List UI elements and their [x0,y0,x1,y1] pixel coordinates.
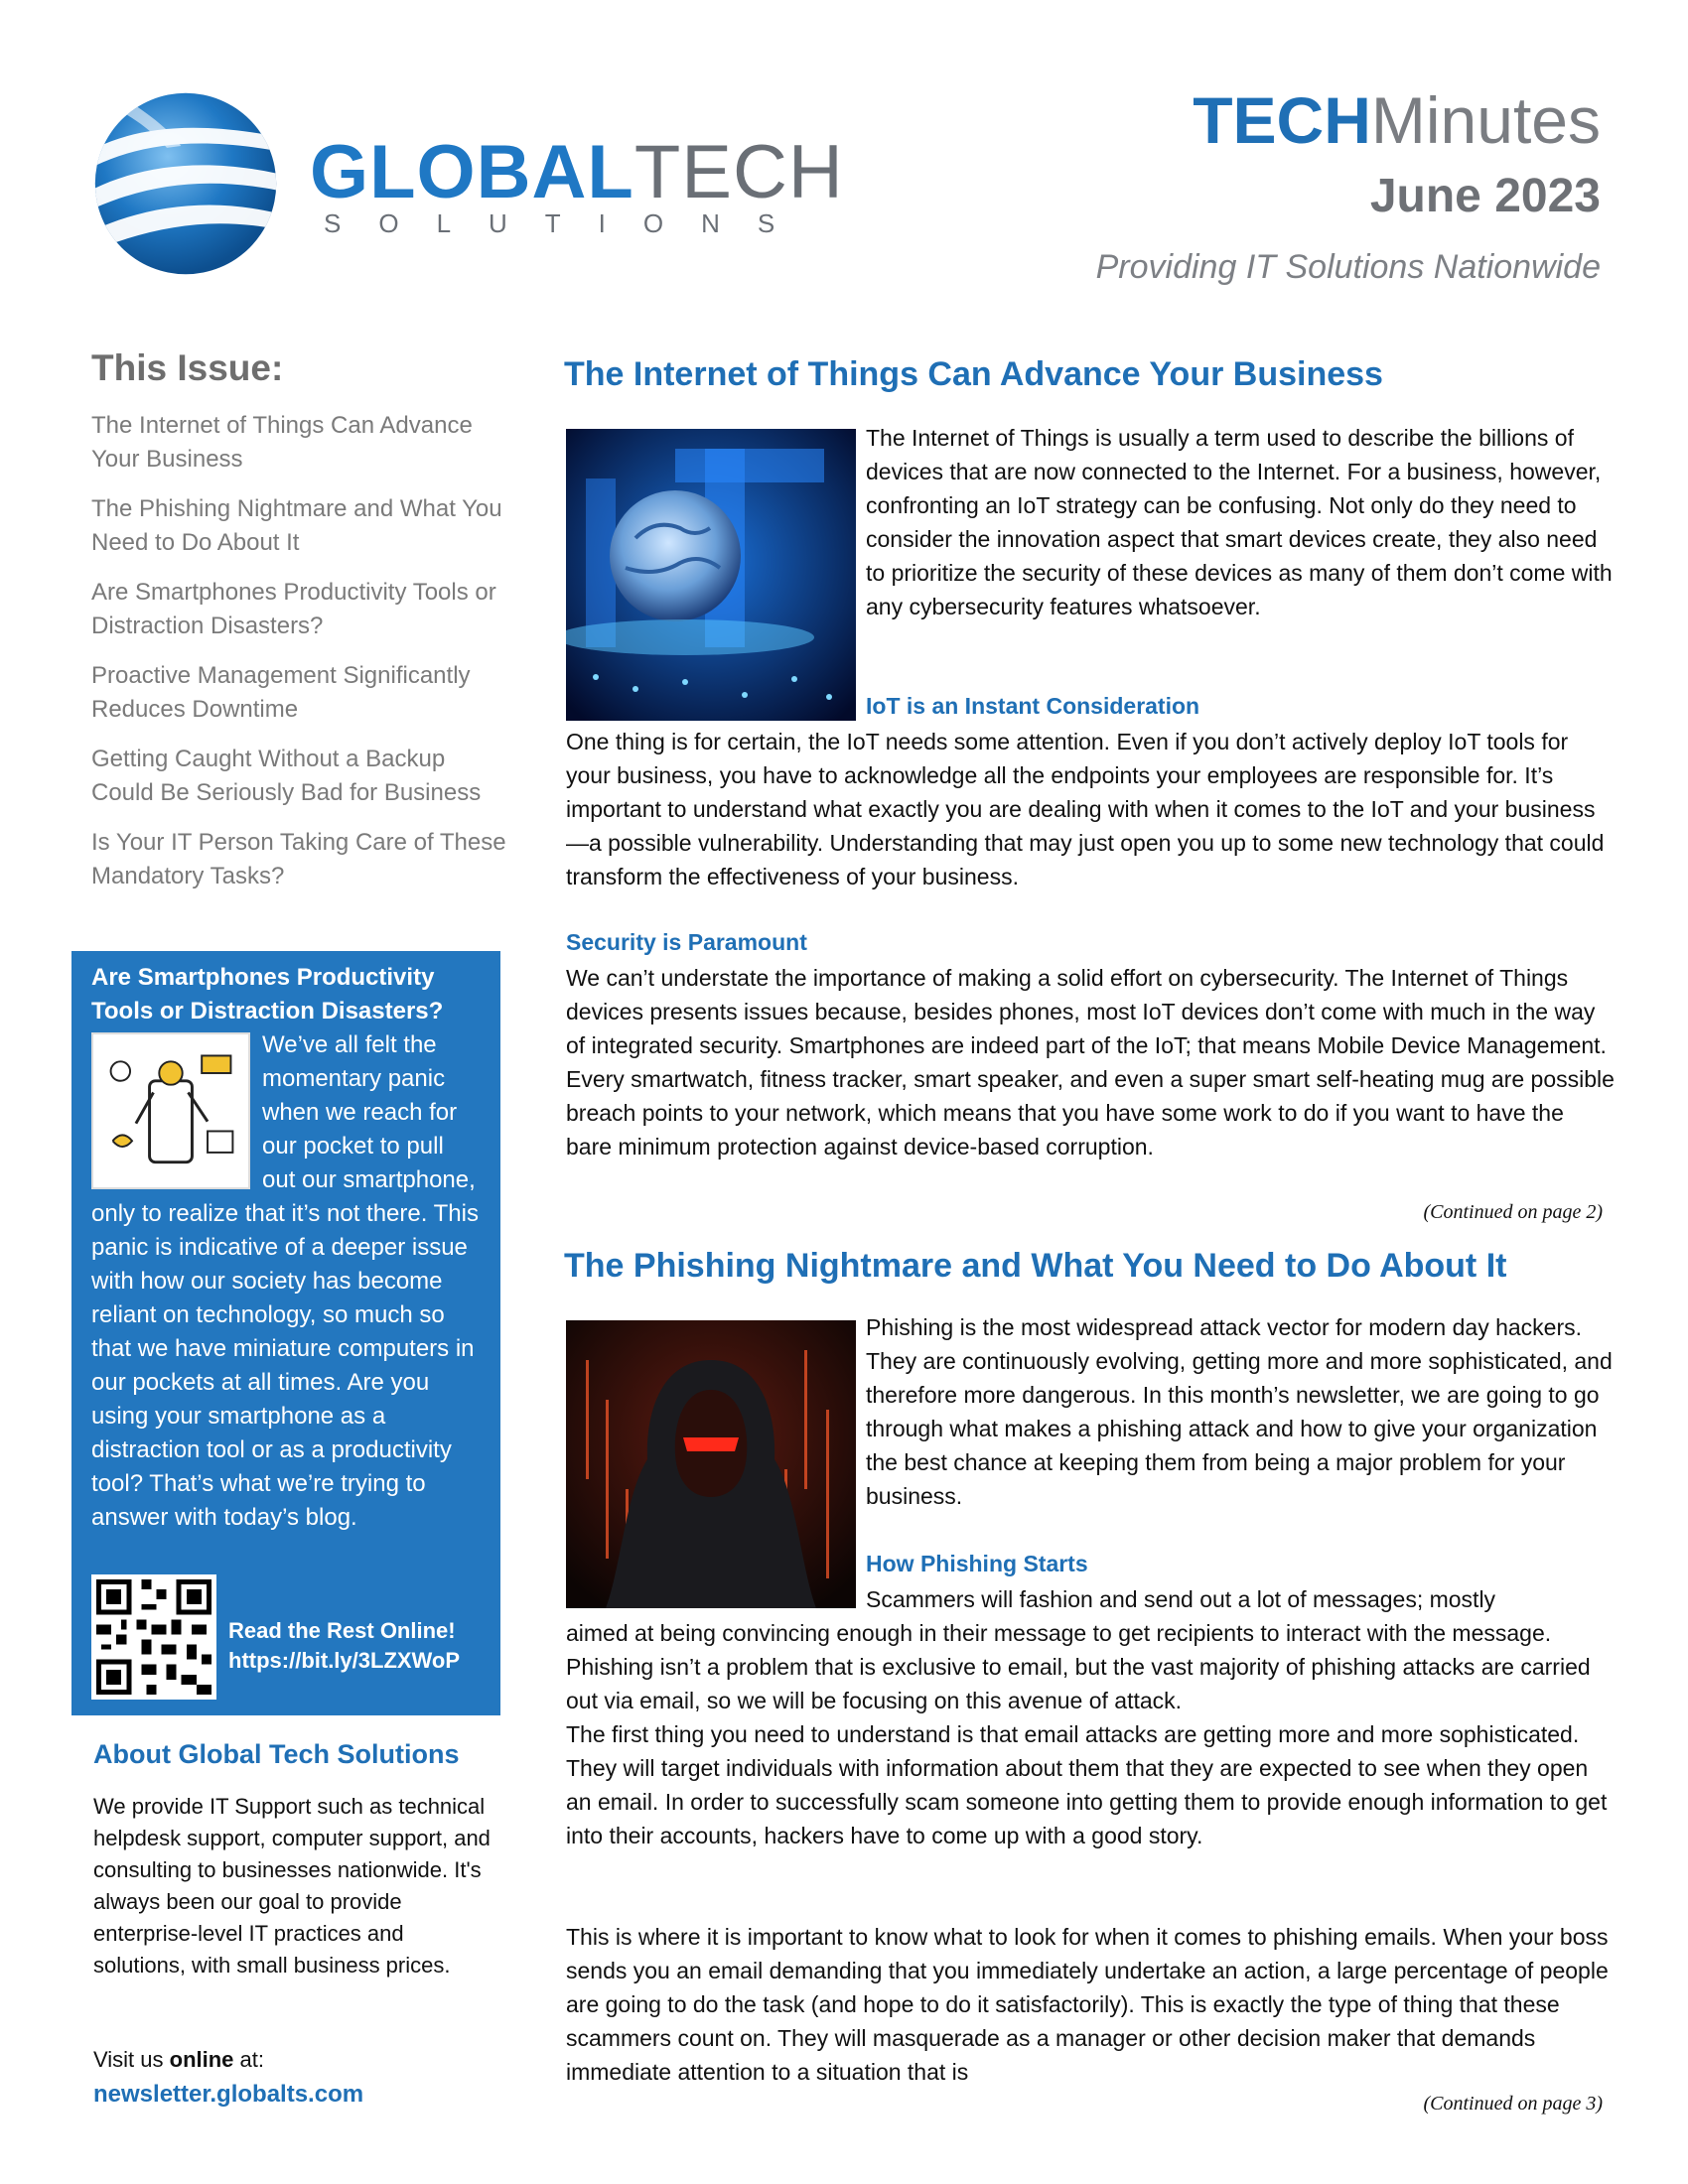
toc-item[interactable]: The Internet of Things Can Advance Your Business [91,412,473,473]
tagline: Providing IT Solutions Nationwide [1095,248,1601,286]
iot-globe-image-icon [566,429,856,721]
masthead-tech: TECH [1193,83,1371,157]
logo-word-tech: TECH [633,130,844,214]
toc-heading: This Issue: [91,347,284,388]
article-paragraph: We can’t understate the importance of making a solid effort on cybersecurity. The Internet of Things devices presents issues because, besides phones, most IoT devices don’t come with much in the way of integrated security. Smartphones are indeed part of the IoT; that means Mobile Device Management. Every smartwatch, fitness tracker, smart speaker, and even a super smart self-heating mug are possible breach points to your network, which means that you have some work to do if you want to have the bare minimum protection against device-based corruption. [566,965,1615,1160]
cta-label: Read the Rest Online! [228,1618,456,1643]
visit-prefix: Visit us [93,2047,170,2072]
visit-online: online [169,2047,234,2072]
hooded-hacker-image-icon [566,1320,856,1608]
toc-item[interactable]: Proactive Management Significantly Reduces Downtime [91,662,471,723]
toc-item[interactable]: Are Smartphones Productivity Tools or Distraction Disasters? [91,579,496,639]
logo-subtext: SOLUTIONS [324,208,813,238]
article-intro: Phishing is the most widespread attack vector for modern day hackers. They are continuously evolving, getting more and more sophisticated, and therefore more dangerous. In this month’s newsletter, we are going to go through what makes a phishing attack and how to give your organization the best chance at keeping them from being a major problem for your business. [866,1314,1613,1509]
masthead-minutes: Minutes [1370,83,1601,157]
newsletter-masthead [1193,79,1601,161]
article-subheading: Security is Paramount [566,929,807,955]
continued-note: (Continued on page 2) [1423,1201,1603,1223]
logo-wordmark [310,129,844,215]
article-paragraph: The first thing you need to understand is that email attacks are getting more and more sophisticated. They will target individuals with information about them that they are expected to see when they open an email. In order to successfully scam someone into getting them to provide enough information to get into their accounts, hackers have to come up with a good story. [566,1721,1608,1848]
toc-list [91,409,508,909]
about-heading: About Global Tech Solutions [93,1739,460,1769]
read-online-link[interactable] [228,1616,460,1676]
continued-note: (Continued on page 3) [1423,2093,1603,2115]
article-subheading: IoT is an Instant Consideration [866,693,1200,719]
visit-line [93,2047,264,2073]
article-paragraph: Scammers will fashion and send out a lot of messages; mostly [866,1586,1496,1612]
issue-date: June 2023 [1369,170,1601,222]
article-paragraph: aimed at being convincing enough in their message to get recipients to interact with the message. Phishing isn’t a problem that is exclusive to email, but the vast majority of phishing attacks are carried out via email, so we will be focusing on this avenue of attack. [566,1620,1591,1713]
article-subheading: How Phishing Starts [866,1551,1088,1576]
article-paragraph: One thing is for certain, the IoT needs some attention. Even if you don’t actively deploy IoT tools for your business, you have to acknowledge all the endpoints your employees are responsible for. It’s important to understand what exactly you are dealing with when it comes to the IoT and your business—a possible vulnerability. Understanding that may just open you up to some new technology that could transform the effectiveness of your business. [566,729,1605,889]
article-paragraph: This is where it is important to know what to look for when it comes to phishing emails. When your boss sends you an email demanding that you immediately undertake an action, a large percentage of people are going to do the task (and hope to do it satisfactorily). This is exactly the type of thing that these scammers count on. They will masquerade as a manager or other decision maker that demands immediate attention to a situation that is [566,1924,1609,2085]
toc-item[interactable]: Getting Caught Without a Backup Could Be Seriously Bad for Business [91,746,482,806]
toc-item[interactable]: Is Your IT Person Taking Care of These Mandatory Tasks? [91,829,506,889]
about-text: We provide IT Support such as technical helpdesk support, computer support, and consulting to businesses nationwide. It's always been our goal to provide enterprise-level IT practices and solutions, with small business prices. [93,1794,491,1978]
qr-code-icon[interactable] [91,1574,216,1700]
toc-item[interactable]: The Phishing Nightmare and What You Need to Do About It [91,495,502,556]
article-title: The Phishing Nightmare and What You Need to Do About It [564,1247,1507,1285]
feature-sidebar-box [71,951,500,1715]
visit-suffix: at: [233,2047,264,2072]
globe-logo-icon [91,89,280,278]
logo-word-global: GLOBAL [310,130,634,214]
feature-body: We’ve all felt the momentary panic when we reach for our pocket to pull out our smartphone, only to realize that it’s not there. This panic is indicative of a deeper issue with how our society has become reliant on technology, so much so that we have miniature computers in our pockets at all times. Are you using your smartphone as a distraction tool or as a productivity tool? That’s what we’re trying to answer with today’s blog. [91,1031,479,1531]
feature-title: Are Smartphones Productivity Tools or Distraction Disasters? [91,964,444,1024]
article-title: The Internet of Things Can Advance Your Business [564,355,1383,393]
article-intro: The Internet of Things is usually a term used to describe the billions of devices that are now connected to the Internet. For a business, however, confronting an IoT strategy can be confusing. Not only do they need to consider the innovation aspect that smart devices create, they also need to prioritize the security of these devices as many of them don’t come with any cybersecurity features whatsoever. [866,425,1613,619]
cta-url: https://bit.ly/3LZXWoP [228,1648,461,1673]
smartphone-illustration-icon [91,1032,250,1189]
website-link[interactable]: newsletter.globalts.com [93,2081,364,2108]
